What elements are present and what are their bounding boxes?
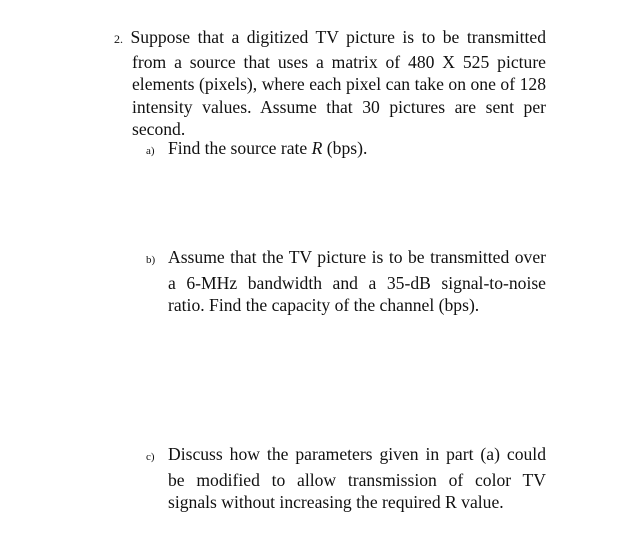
problem-2 — [114, 26, 546, 141]
problem-body: Suppose that a digitized TV picture is to be transmitted from a source that uses a matrix of 480 X 525 picture elements (pixels), where each pixel can take on one of 128 intensity values. Assume that 30 pictures are sent per second. — [130, 27, 546, 139]
part-b — [146, 246, 546, 317]
part-b-label: b) — [146, 254, 156, 266]
part-b-text — [146, 246, 546, 317]
part-a-text — [146, 137, 546, 163]
part-c-body: Discuss how the parameters given in part (a) could be modified to allow transmission of color TV signals without increasing the required R value. — [168, 444, 546, 512]
part-a-variable: R — [311, 138, 323, 158]
part-c-label: c) — [146, 451, 155, 463]
part-a — [146, 137, 546, 163]
part-c — [146, 443, 546, 514]
part-a-text-after: (bps). — [322, 138, 368, 158]
part-a-text-before: Find the source rate — [168, 138, 312, 158]
part-a-label: a) — [146, 145, 155, 157]
part-b-body: Assume that the TV picture is to be transmitted over a 6-MHz bandwidth and a 35-dB signal-to-noise ratio. Find the capacity of the channel (bps). — [168, 247, 546, 315]
problem-statement — [114, 26, 546, 141]
part-c-text — [146, 443, 546, 514]
problem-number: 2. — [114, 32, 123, 46]
